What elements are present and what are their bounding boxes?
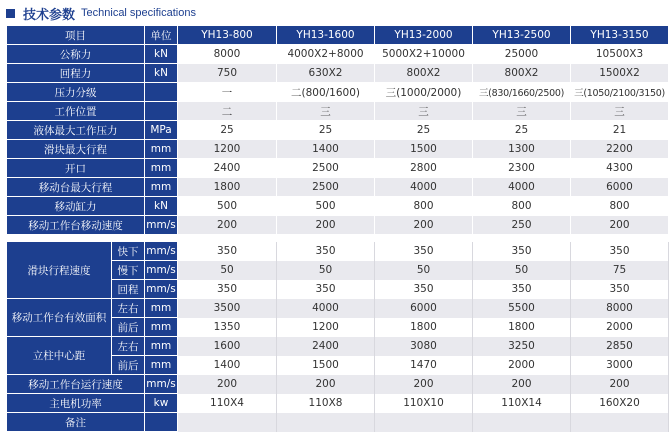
cell-value: 350 [178, 242, 277, 261]
sub-label: 前后 [112, 356, 145, 375]
cell-value: 800 [473, 197, 571, 216]
header-model: YH13-800 [178, 26, 277, 45]
sub-label: 慢下 [112, 261, 145, 280]
header-item: 项目 [7, 26, 145, 45]
row-unit [145, 102, 178, 121]
cell-value: 1800 [375, 318, 473, 337]
table-row [7, 102, 669, 121]
row-unit: mm/s [145, 261, 178, 280]
cell-value: 200 [277, 375, 375, 394]
table-row [7, 413, 669, 432]
row-unit: mm [145, 337, 178, 356]
cell-value: 25 [473, 121, 571, 140]
row-label: 工作位置 [7, 102, 145, 121]
row-unit: kN [145, 45, 178, 64]
cell-value: 500 [277, 197, 375, 216]
cell-value: 200 [571, 375, 669, 394]
header-model: YH13-2000 [375, 26, 473, 45]
cell-value [473, 413, 571, 432]
cell-value: 350 [178, 280, 277, 299]
cell-value: 2000 [571, 318, 669, 337]
row-unit: mm/s [145, 216, 178, 235]
table-row [7, 140, 669, 159]
cell-value: 5000X2+10000 [375, 45, 473, 64]
cell-value: 50 [473, 261, 571, 280]
cell-value: 350 [277, 242, 375, 261]
cell-value: 1500 [277, 356, 375, 375]
cell-value: 350 [473, 280, 571, 299]
cell-value: 8000 [571, 299, 669, 318]
cell-value: 三(1050/2100/3150) [571, 83, 669, 102]
cell-value: 110X10 [375, 394, 473, 413]
cell-value: 4300 [571, 159, 669, 178]
cell-value: 200 [178, 375, 277, 394]
cell-value: 6000 [571, 178, 669, 197]
cell-value: 25 [277, 121, 375, 140]
sub-label: 快下 [112, 242, 145, 261]
sub-label: 左右 [112, 337, 145, 356]
row-label: 开口 [7, 159, 145, 178]
cell-value: 2300 [473, 159, 571, 178]
row-label: 液体最大工作压力 [7, 121, 145, 140]
row-label: 移动台最大行程 [7, 178, 145, 197]
row-label: 主电机功率 [7, 394, 145, 413]
heading-cn: 技术参数 [23, 7, 76, 23]
row-unit [145, 83, 178, 102]
header-model: YH13-3150 [571, 26, 669, 45]
cell-value: 1800 [178, 178, 277, 197]
cell-value: 25 [375, 121, 473, 140]
row-label: 备注 [7, 413, 145, 432]
row-unit: kw [145, 394, 178, 413]
row-label: 移动缸力 [7, 197, 145, 216]
cell-value: 200 [375, 216, 473, 235]
cell-value: 25 [178, 121, 277, 140]
table-row [7, 197, 669, 216]
cell-value: 110X14 [473, 394, 571, 413]
cell-value: 4000 [473, 178, 571, 197]
cell-value: 200 [473, 375, 571, 394]
row-unit: MPa [145, 121, 178, 140]
table-row [7, 394, 669, 413]
cell-value: 1300 [473, 140, 571, 159]
row-label: 公称力 [7, 45, 145, 64]
cell-value: 800X2 [473, 64, 571, 83]
cell-value: 4000 [375, 178, 473, 197]
sub-label: 回程 [112, 280, 145, 299]
cell-value: 一 [178, 83, 277, 102]
cell-value: 二 [178, 102, 277, 121]
row-unit: mm [145, 299, 178, 318]
square-bullet-icon [6, 9, 15, 18]
row-label: 压力分级 [7, 83, 145, 102]
cell-value: 1400 [178, 356, 277, 375]
cell-value: 2400 [277, 337, 375, 356]
cell-value: 3250 [473, 337, 571, 356]
cell-value: 1350 [178, 318, 277, 337]
row-label: 移动工作台运行速度 [7, 375, 145, 394]
table-row [7, 178, 669, 197]
cell-value: 三 [375, 102, 473, 121]
table-row [7, 45, 669, 64]
group-label: 滑块行程速度 [7, 242, 112, 299]
row-unit: mm [145, 159, 178, 178]
cell-value: 75 [571, 261, 669, 280]
cell-value: 630X2 [277, 64, 375, 83]
spec-table [6, 25, 669, 235]
heading-en: Technical specifications [81, 7, 196, 19]
cell-value: 10500X3 [571, 45, 669, 64]
table-header-row [7, 26, 669, 45]
table-row [7, 83, 669, 102]
row-unit: mm/s [145, 280, 178, 299]
cell-value: 1800 [473, 318, 571, 337]
cell-value: 1470 [375, 356, 473, 375]
table-row [7, 64, 669, 83]
cell-value: 2400 [178, 159, 277, 178]
cell-value: 1500X2 [571, 64, 669, 83]
cell-value: 800X2 [375, 64, 473, 83]
cell-value: 6000 [375, 299, 473, 318]
cell-value: 5500 [473, 299, 571, 318]
sub-label: 前后 [112, 318, 145, 337]
cell-value: 1500 [375, 140, 473, 159]
cell-value: 2500 [277, 178, 375, 197]
cell-value: 50 [375, 261, 473, 280]
header-unit: 单位 [145, 26, 178, 45]
row-unit: mm/s [145, 375, 178, 394]
cell-value: 200 [571, 216, 669, 235]
table-row [7, 375, 669, 394]
section-heading [6, 4, 196, 22]
cell-value: 800 [571, 197, 669, 216]
table-row [7, 337, 669, 356]
cell-value: 4000 [277, 299, 375, 318]
cell-value: 50 [277, 261, 375, 280]
spec-table-grouped [6, 241, 669, 432]
cell-value: 160X20 [571, 394, 669, 413]
cell-value: 1200 [277, 318, 375, 337]
table-row [7, 121, 669, 140]
cell-value: 110X8 [277, 394, 375, 413]
row-unit [145, 413, 178, 432]
cell-value: 1400 [277, 140, 375, 159]
cell-value: 3000 [571, 356, 669, 375]
table-row [7, 242, 669, 261]
row-label: 移动工作台移动速度 [7, 216, 145, 235]
cell-value: 二(800/1600) [277, 83, 375, 102]
row-unit: mm [145, 178, 178, 197]
cell-value: 三 [277, 102, 375, 121]
cell-value: 2500 [277, 159, 375, 178]
cell-value: 200 [178, 216, 277, 235]
cell-value [178, 413, 277, 432]
cell-value [375, 413, 473, 432]
row-label: 滑块最大行程 [7, 140, 145, 159]
header-model: YH13-1600 [277, 26, 375, 45]
row-label: 回程力 [7, 64, 145, 83]
row-unit: mm [145, 140, 178, 159]
cell-value: 350 [571, 242, 669, 261]
row-unit: kN [145, 64, 178, 83]
cell-value: 250 [473, 216, 571, 235]
group-label: 移动工作台有效面积 [7, 299, 112, 337]
cell-value: 1600 [178, 337, 277, 356]
cell-value: 500 [178, 197, 277, 216]
cell-value: 2200 [571, 140, 669, 159]
cell-value: 21 [571, 121, 669, 140]
cell-value: 3500 [178, 299, 277, 318]
cell-value: 750 [178, 64, 277, 83]
cell-value: 800 [375, 197, 473, 216]
group-label: 立柱中心距 [7, 337, 112, 375]
cell-value: 2850 [571, 337, 669, 356]
cell-value: 三(830/1660/2500) [473, 83, 571, 102]
cell-value: 三 [473, 102, 571, 121]
cell-value [571, 413, 669, 432]
cell-value: 8000 [178, 45, 277, 64]
sub-label: 左右 [112, 299, 145, 318]
row-unit: kN [145, 197, 178, 216]
row-unit: mm [145, 356, 178, 375]
cell-value: 200 [375, 375, 473, 394]
cell-value: 2000 [473, 356, 571, 375]
header-model: YH13-2500 [473, 26, 571, 45]
cell-value [277, 413, 375, 432]
cell-value: 110X4 [178, 394, 277, 413]
cell-value: 350 [375, 280, 473, 299]
cell-value: 3080 [375, 337, 473, 356]
cell-value: 25000 [473, 45, 571, 64]
cell-value: 1200 [178, 140, 277, 159]
table-row [7, 299, 669, 318]
cell-value: 350 [277, 280, 375, 299]
row-unit: mm/s [145, 242, 178, 261]
cell-value: 三 [571, 102, 669, 121]
row-unit: mm [145, 318, 178, 337]
cell-value: 2800 [375, 159, 473, 178]
cell-value: 50 [178, 261, 277, 280]
cell-value: 4000X2+8000 [277, 45, 375, 64]
cell-value: 200 [277, 216, 375, 235]
cell-value: 三(1000/2000) [375, 83, 473, 102]
table-row [7, 216, 669, 235]
cell-value: 350 [571, 280, 669, 299]
table-row [7, 159, 669, 178]
cell-value: 350 [375, 242, 473, 261]
cell-value: 350 [473, 242, 571, 261]
